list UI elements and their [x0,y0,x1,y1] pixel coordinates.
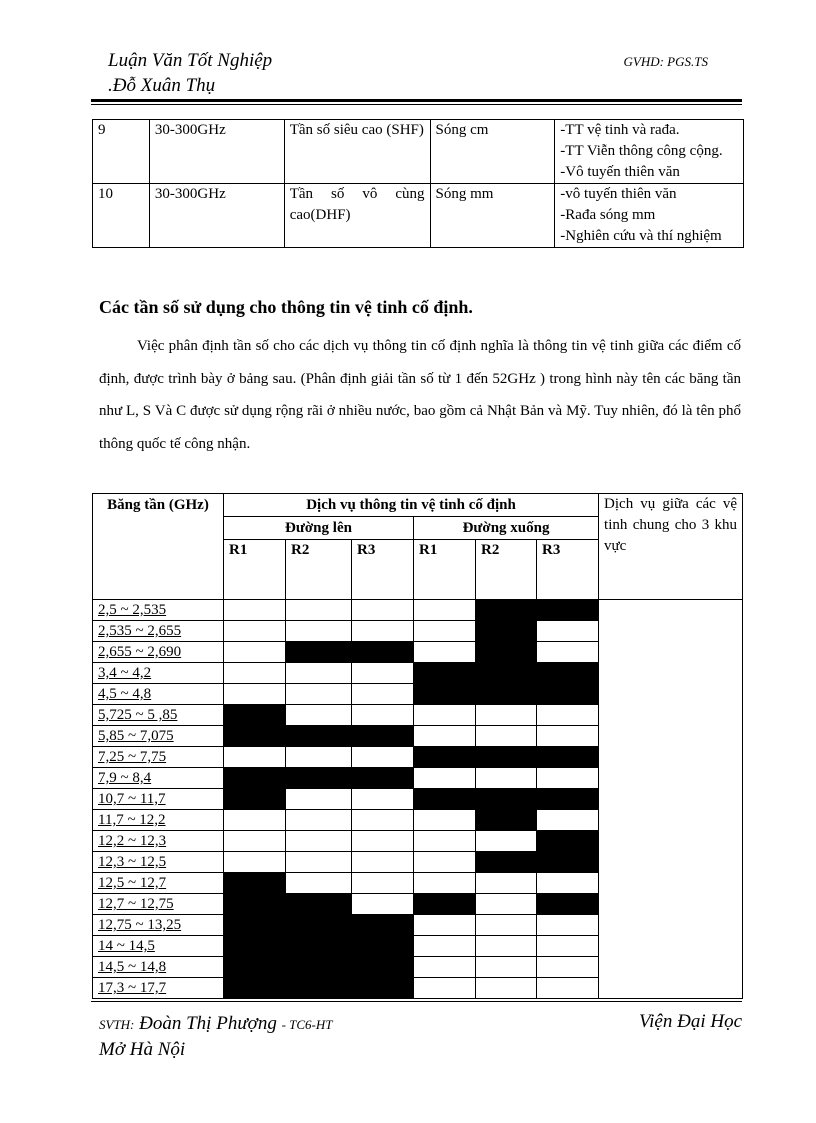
empty-cell [476,978,537,999]
empty-cell [414,915,476,936]
allocated-cell [352,642,414,663]
empty-cell [352,600,414,621]
empty-cell [224,747,286,768]
allocated-cell [414,789,476,810]
allocated-cell [224,873,286,894]
allocated-cell [224,915,286,936]
band-use-item: -TT Viễn thông công cộng. [560,143,723,159]
header-title-line1: Luận Văn Tốt Nghiệp [108,50,273,71]
empty-cell [286,684,352,705]
allocated-cell [224,957,286,978]
empty-cell [224,621,286,642]
empty-cell [224,684,286,705]
empty-cell [286,600,352,621]
band-name: Tần số siêu cao (SHF) [284,120,430,184]
footer-line2: Mở Hà Nội [99,1039,186,1060]
freq-band-label: 2,655 ~ 2,690 [93,642,224,663]
allocated-cell [224,705,286,726]
band-wave: Sóng cm [430,120,555,184]
empty-cell [352,747,414,768]
empty-cell [224,600,286,621]
band-use-item: -TT vệ tinh và rađa. [560,122,680,138]
empty-cell [537,642,599,663]
allocated-cell [537,600,599,621]
empty-cell [286,810,352,831]
empty-cell [286,747,352,768]
empty-cell [476,915,537,936]
freq-band-label: 5,85 ~ 7,075 [93,726,224,747]
empty-cell [352,621,414,642]
empty-cell [414,810,476,831]
allocated-cell [537,747,599,768]
allocated-cell [286,642,352,663]
allocated-cell [414,684,476,705]
band-name: Tần số vô cùng cao(DHF) [284,184,430,248]
region-header: R2 [286,540,352,600]
empty-cell [414,642,476,663]
freq-band-label: 2,535 ~ 2,655 [93,621,224,642]
empty-cell [476,726,537,747]
empty-cell [537,957,599,978]
allocated-cell [286,978,352,999]
col-service-header: Dịch vụ thông tin vệ tinh cố định [224,494,599,517]
empty-cell [414,726,476,747]
freq-band-label: 14 ~ 14,5 [93,936,224,957]
freq-band-label: 11,7 ~ 12,2 [93,810,224,831]
empty-cell [537,726,599,747]
col-uplink-header: Đường lên [224,517,414,540]
empty-cell [352,894,414,915]
allocated-cell [224,894,286,915]
allocated-cell [286,894,352,915]
region-header: R1 [414,540,476,600]
empty-cell [537,621,599,642]
freq-band-label: 17,3 ~ 17,7 [93,978,224,999]
empty-cell [352,684,414,705]
empty-cell [414,936,476,957]
band-range: 30-300GHz [149,184,284,248]
allocated-cell [224,978,286,999]
empty-cell [414,831,476,852]
section-title: Các tần số sử dụng cho thông tin vệ tinh cố định. [99,297,473,317]
footer-student-name: Đoàn Thị Phượng [139,1013,277,1034]
freq-band-label: 10,7 ~ 11,7 [93,789,224,810]
allocated-cell [224,726,286,747]
freq-band-label: 7,9 ~ 8,4 [93,768,224,789]
freq-band-label: 3,4 ~ 4,2 [93,663,224,684]
allocated-cell [537,789,599,810]
freq-band-label: 12,2 ~ 12,3 [93,831,224,852]
band-use-item: -Vô tuyến thiên văn [560,164,680,180]
footer-student [99,1011,333,1062]
allocated-cell [476,621,537,642]
allocated-cell [286,957,352,978]
empty-cell [414,957,476,978]
band-range: 30-300GHz [149,120,284,184]
empty-cell [352,789,414,810]
empty-cell [537,810,599,831]
allocated-cell [352,936,414,957]
header-title [108,48,272,98]
allocated-cell [224,936,286,957]
empty-cell [224,852,286,873]
empty-cell [476,831,537,852]
freq-band-label: 5,725 ~ 5 ,85 [93,705,224,726]
paragraph-text: Việc phân định tần số cho các dịch vụ thông tin cố định nghĩa là thông tin vệ tinh giữa các điểm cố định, được trình bày ở bảng sau. (Phân định giải tần số từ 1 đến 52GHz ) trong hình này tên các băng tần như L, S Và C được sử dụng rộng rãi ở nhiều nước, bao gồm cả Nhật Bản và Mỹ. Tuy nhiên, đó là tên phổ thông quốc tế công nhận. [99,338,741,452]
allocated-cell [352,957,414,978]
empty-cell [476,705,537,726]
empty-cell [352,873,414,894]
empty-cell [286,789,352,810]
allocated-cell [537,894,599,915]
empty-cell [414,600,476,621]
footer-class: - TC6-HT [281,1017,333,1032]
frequency-allocation-table [92,493,743,999]
empty-cell [537,768,599,789]
empty-cell [286,705,352,726]
allocated-cell [352,768,414,789]
allocated-cell [476,747,537,768]
band-no: 10 [93,184,150,248]
allocated-cell [286,768,352,789]
allocated-cell [414,894,476,915]
empty-cell [414,873,476,894]
allocated-cell [476,810,537,831]
empty-cell [476,873,537,894]
header-rule-thick [91,99,742,102]
band-uses [555,120,744,184]
empty-cell [224,663,286,684]
empty-cell [414,621,476,642]
footer-svth-label: SVTH: [99,1017,135,1032]
empty-cell [537,915,599,936]
empty-cell [224,642,286,663]
freq-band-label: 14,5 ~ 14,8 [93,957,224,978]
empty-cell [352,705,414,726]
band-wave: Sóng mm [430,184,555,248]
allocated-cell [286,915,352,936]
allocated-cell [537,684,599,705]
allocated-cell [286,726,352,747]
empty-cell [286,873,352,894]
region-header: R1 [224,540,286,600]
allocated-cell [414,747,476,768]
allocated-cell [537,663,599,684]
empty-cell [537,705,599,726]
inter-satellite-column [599,600,743,999]
freq-band-label: 12,7 ~ 12,75 [93,894,224,915]
empty-cell [414,852,476,873]
empty-cell [414,978,476,999]
allocated-cell [224,789,286,810]
allocated-cell [352,915,414,936]
allocated-cell [414,663,476,684]
empty-cell [352,831,414,852]
header-advisor: GVHD: PGS.TS [623,54,708,69]
band-use-item: -Nghiên cứu và thí nghiệm [560,228,722,244]
band-no: 9 [93,120,150,184]
empty-cell [414,768,476,789]
region-header: R2 [476,540,537,600]
allocated-cell [476,789,537,810]
band-row [93,120,744,184]
band-uses [555,184,744,248]
allocated-cell [476,642,537,663]
band-table [92,119,744,248]
empty-cell [414,705,476,726]
region-header: R3 [352,540,414,600]
empty-cell [476,894,537,915]
empty-cell [537,978,599,999]
allocated-cell [476,600,537,621]
band-use-item: -vô tuyến thiên văn [560,186,677,202]
empty-cell [352,810,414,831]
band-row [93,184,744,248]
allocated-cell [476,684,537,705]
allocated-cell [476,852,537,873]
col-downlink-header: Đường xuống [414,517,599,540]
band-use-item: -Rađa sóng mm [560,207,656,223]
empty-cell [537,936,599,957]
empty-cell [286,663,352,684]
freq-band-label: 7,25 ~ 7,75 [93,747,224,768]
empty-cell [352,663,414,684]
header-rule-thin [91,104,742,105]
empty-cell [476,768,537,789]
freq-row [93,600,743,621]
empty-cell [352,852,414,873]
body-paragraph [99,330,741,460]
allocated-cell [224,768,286,789]
freq-band-label: 12,5 ~ 12,7 [93,873,224,894]
freq-band-label: 12,3 ~ 12,5 [93,852,224,873]
allocated-cell [352,726,414,747]
col-inter-header: Dịch vụ giữa các vệ tinh chung cho 3 khu vực [599,494,743,600]
empty-cell [286,852,352,873]
allocated-cell [286,936,352,957]
empty-cell [286,621,352,642]
allocated-cell [537,831,599,852]
allocated-cell [476,663,537,684]
allocated-cell [352,978,414,999]
footer-rule [91,1001,742,1002]
region-header: R3 [537,540,599,600]
empty-cell [537,873,599,894]
col-band-header: Băng tần (GHz) [93,494,224,600]
allocated-cell [537,852,599,873]
empty-cell [224,810,286,831]
empty-cell [286,831,352,852]
empty-cell [476,957,537,978]
header-title-line2: .Đỗ Xuân Thụ [108,75,216,96]
freq-band-label: 2,5 ~ 2,535 [93,600,224,621]
empty-cell [476,936,537,957]
footer-institute: Viện Đại Học [638,1011,742,1032]
empty-cell [224,831,286,852]
freq-band-label: 4,5 ~ 4,8 [93,684,224,705]
freq-band-label: 12,75 ~ 13,25 [93,915,224,936]
